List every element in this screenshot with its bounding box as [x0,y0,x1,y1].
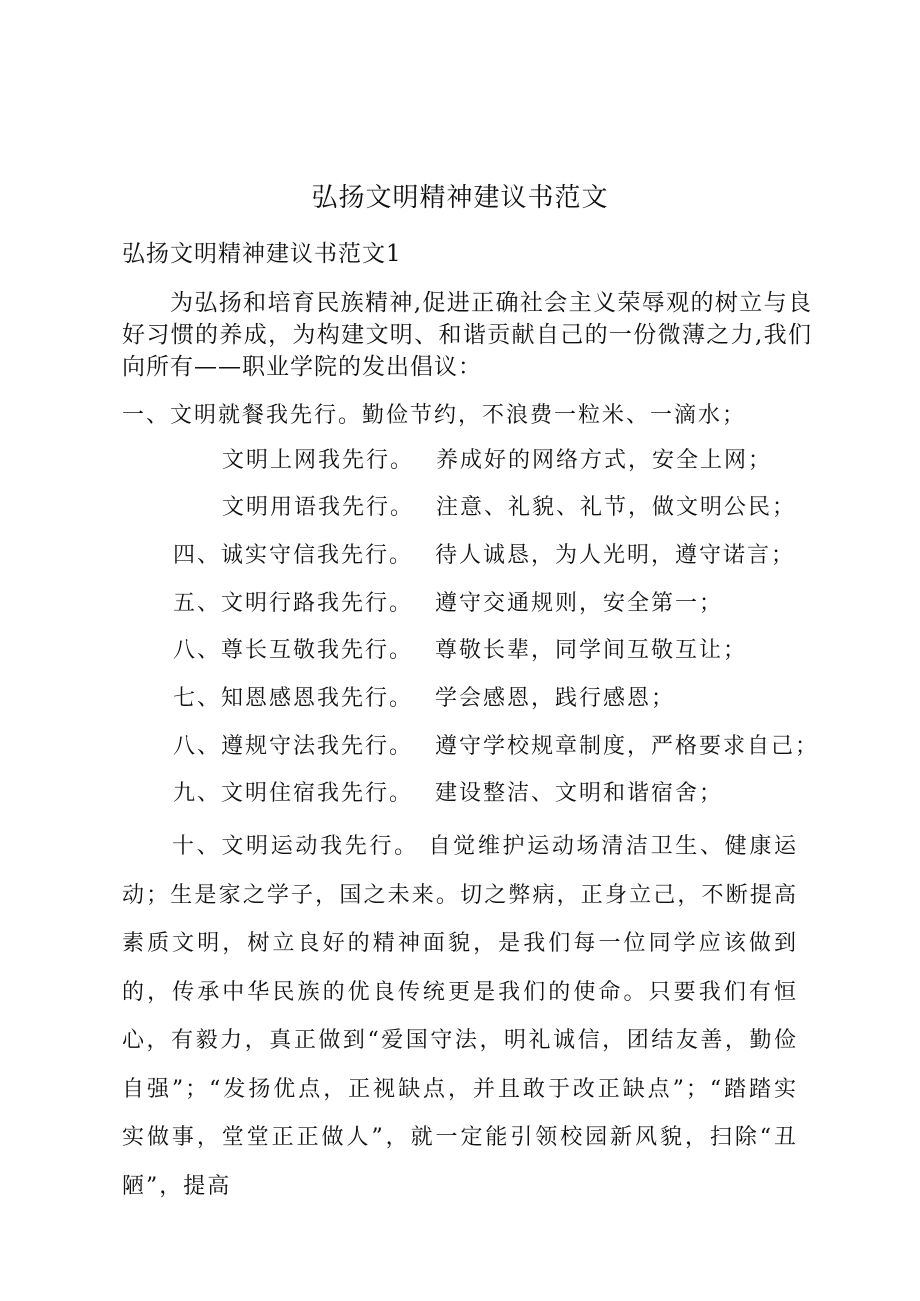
proposal-item [222,443,772,474]
proposal-item-text: 勤俭节约，不浪费一粒米、一滴水； [362,403,747,428]
proposal-item-label: 一、文明就餐我先行。 [122,403,363,428]
proposal-item [173,586,723,617]
proposal-item [173,633,747,664]
proposal-item-text: 遵守学校规章制度，严格要求自己； [435,734,820,759]
proposal-item [173,776,723,807]
proposal-item-text: 尊敬长辈，同学间互敬互让； [435,638,748,663]
proposal-item-text: 养成好的网络方式，安全上网； [436,448,773,473]
proposal-item-label: 四、诚实守信我先行。 [173,543,414,568]
proposal-item [173,729,819,760]
proposal-item [122,398,746,429]
proposal-item [173,538,795,569]
proposal-item-label: 文明上网我先行。 [222,448,415,473]
proposal-item-text: 待人诚恳，为人光明，遵守诺言； [435,543,796,568]
proposal-item [222,490,796,521]
intro-paragraph: 为弘扬和培育民族精神,促进正确社会主义荣辱观的树立与良好习惯的养成，为构建文明、和谐贡献自己的一份微薄之力,我们向所有——职业学院的发出倡议： [122,290,812,380]
proposal-item-text: 学会感恩，践行感恩； [435,686,676,711]
proposal-item-label: 九、文明住宿我先行。 [173,781,414,806]
proposal-item-text: 注意、礼貌、礼节，做文明公民； [436,495,797,520]
proposal-item-label: 文明用语我先行。 [222,495,415,520]
proposal-item [173,681,675,712]
closing-paragraph: 十、文明运动我先行。 自觉维护运动场清洁卫生、健康运动；生是家之学子，国之未来。切之弊病，正身立己，不断提高素质文明，树立良好的精神面貌，是我们每一位同学应该做到的，传承中华民族的优良传统更是我们的使命。只要我们有恒心，有毅力，真正做到“爱国守法，明礼诚信，团结友善，勤俭自强”；“发扬优点，正视缺点，并且敢于改正缺点”；“踏踏实实做事，堂堂正正做人”，就一定能引领校园新风貌，扫除“丑陋”，提高 [122,834,798,1199]
proposal-item-label: 七、知恩感恩我先行。 [173,686,414,711]
proposal-item-label: 八、遵规守法我先行。 [173,734,414,759]
page-title: 弘扬文明精神建议书范文 [311,183,609,213]
section-heading: 弘扬文明精神建议书范文1 [122,241,402,267]
proposal-item-text: 遵守交通规则，安全第一； [435,591,724,616]
proposal-item-label: 八、尊长互敬我先行。 [173,638,414,663]
proposal-item-label: 五、文明行路我先行。 [173,591,414,616]
proposal-item-text: 建设整洁、文明和谐宿舍； [435,781,724,806]
